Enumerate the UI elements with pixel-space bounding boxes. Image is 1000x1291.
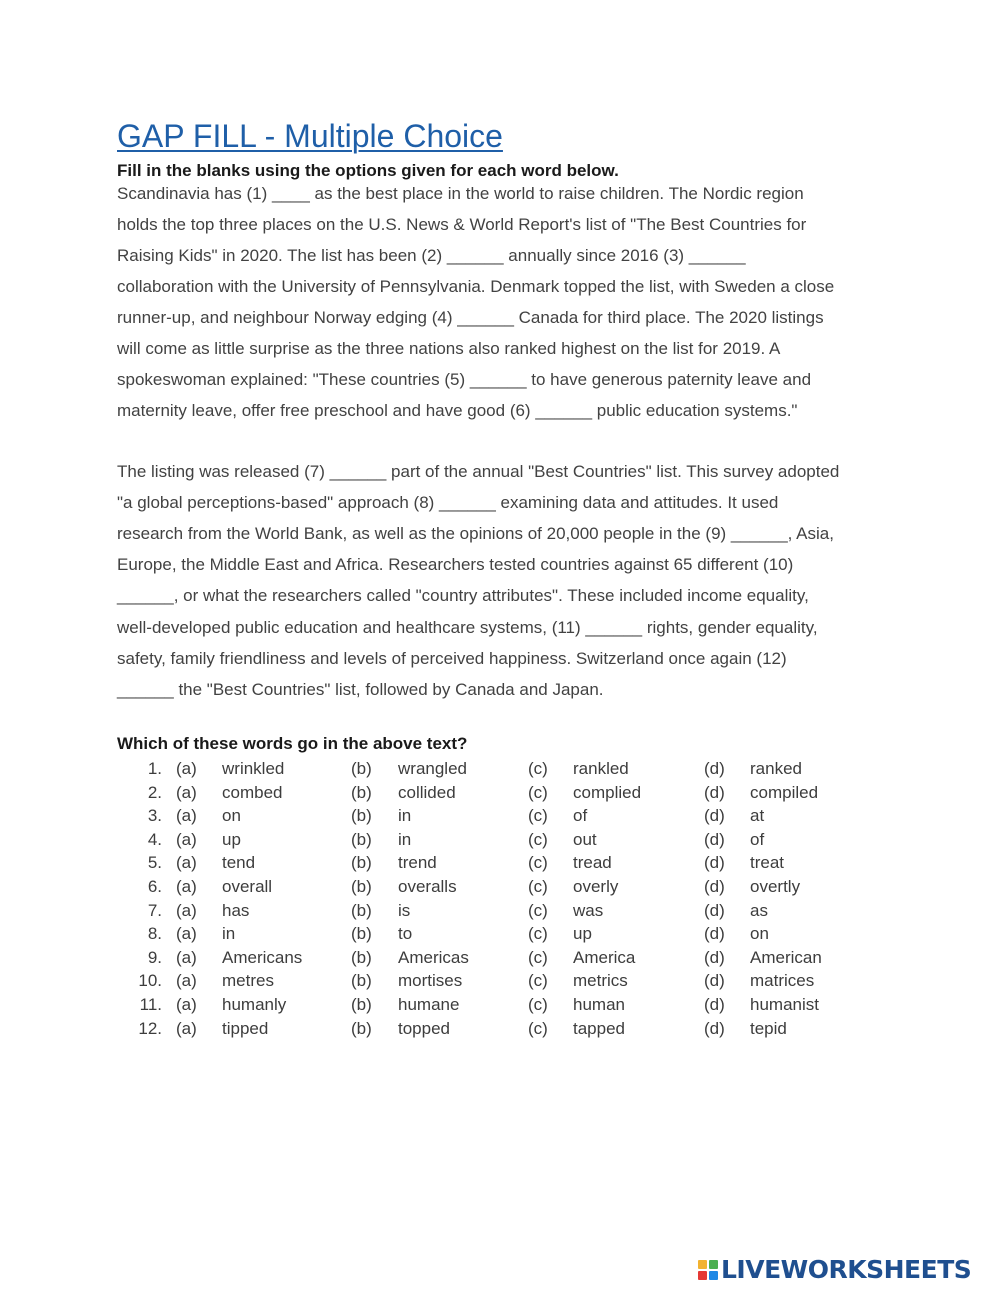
question-number: 6. — [147, 877, 162, 896]
passage-line: Scandinavia has (1) ____ as the best place in the world to raise children. The Nordic region — [117, 184, 804, 203]
option-letter: (d) — [704, 971, 725, 990]
logo-block — [709, 1271, 718, 1280]
option-word-b: humane — [398, 995, 460, 1014]
passage-line: "a global perceptions-based" approach (8) ______ examining data and attitudes. It used — [117, 493, 779, 512]
question-number: 2. — [147, 783, 162, 802]
option-word-c: out — [573, 830, 597, 849]
option-word-c: overly — [573, 877, 619, 896]
option-word-d: matrices — [750, 971, 815, 990]
option-word-d: humanist — [750, 995, 819, 1014]
option-letter: (a) — [176, 948, 197, 967]
option-word-c: rankled — [573, 759, 629, 778]
passage-line: will come as little surprise as the three nations also ranked highest on the list for 2019. A — [117, 339, 781, 358]
option-letter: (a) — [176, 853, 197, 872]
option-word-a: humanly — [222, 995, 287, 1014]
liveworksheets-logo — [698, 1255, 971, 1285]
option-letter: (d) — [704, 830, 725, 849]
passage-line: holds the top three places on the U.S. News & World Report's list of "The Best Countries for — [117, 215, 807, 234]
option-word-c: of — [573, 806, 588, 825]
logo-text: LIVEWORKSHEETS — [721, 1255, 972, 1284]
option-letter: (a) — [176, 924, 197, 943]
question-number: 8. — [147, 924, 162, 943]
option-word-d: on — [750, 924, 769, 943]
option-word-b: is — [398, 901, 411, 920]
option-word-a: in — [222, 924, 236, 943]
question-heading: Which of these words go in the above text? — [117, 734, 468, 753]
option-word-c: complied — [573, 783, 642, 802]
option-word-b: in — [398, 806, 412, 825]
question-number: 11. — [139, 995, 162, 1014]
option-letter: (a) — [176, 830, 197, 849]
option-letter: (c) — [528, 995, 548, 1014]
option-word-b: in — [398, 830, 412, 849]
passage-line: well-developed public education and healthcare systems, (11) ______ rights, gender equality, — [117, 618, 818, 637]
passage-line: Europe, the Middle East and Africa. Researchers tested countries against 65 different (10) — [117, 555, 794, 574]
option-word-b: trend — [398, 853, 437, 872]
passage-line: runner-up, and neighbour Norway edging (4) ______ Canada for third place. The 2020 listings — [117, 308, 824, 327]
option-letter: (d) — [704, 759, 725, 778]
passage-line: ______, or what the researchers called "country attributes". These included income equality, — [117, 586, 809, 605]
option-word-d: at — [750, 806, 765, 825]
option-word-c: tread — [573, 853, 612, 872]
option-word-d: overtly — [750, 877, 801, 896]
question-number: 1. — [147, 759, 162, 778]
option-letter: (a) — [176, 759, 197, 778]
option-letter: (a) — [176, 971, 197, 990]
option-letter: (b) — [351, 924, 372, 943]
option-word-d: American — [750, 948, 822, 967]
option-word-d: as — [750, 901, 768, 920]
question-number: 3. — [147, 806, 162, 825]
option-letter: (b) — [351, 877, 372, 896]
option-word-a: up — [222, 830, 241, 849]
option-letter: (a) — [176, 1019, 197, 1038]
option-letter: (b) — [351, 971, 372, 990]
option-letter: (c) — [528, 806, 548, 825]
passage-line: ______ the "Best Countries" list, followed by Canada and Japan. — [117, 680, 604, 699]
option-letter: (a) — [176, 995, 197, 1014]
option-letter: (d) — [704, 783, 725, 802]
option-word-c: metrics — [573, 971, 628, 990]
question-number: 10. — [138, 971, 162, 990]
option-word-a: has — [222, 901, 250, 920]
option-letter: (c) — [528, 853, 548, 872]
option-letter: (b) — [351, 783, 372, 802]
option-word-c: human — [573, 995, 625, 1014]
option-letter: (b) — [351, 995, 372, 1014]
option-letter: (c) — [528, 783, 548, 802]
option-letter: (d) — [704, 806, 725, 825]
option-word-c: America — [573, 948, 636, 967]
option-word-a: metres — [222, 971, 274, 990]
option-word-d: of — [750, 830, 765, 849]
option-letter: (b) — [351, 759, 372, 778]
option-word-a: tipped — [222, 1019, 269, 1038]
logo-block — [698, 1271, 707, 1280]
option-word-c: tapped — [573, 1019, 625, 1038]
option-letter: (d) — [704, 924, 725, 943]
option-letter: (d) — [704, 853, 725, 872]
option-letter: (d) — [704, 877, 725, 896]
passage-line: Raising Kids" in 2020. The list has been (2) ______ annually since 2016 (3) ______ — [117, 246, 746, 265]
logo-block — [698, 1260, 707, 1269]
passage-line: maternity leave, offer free preschool and have good (6) ______ public education systems." — [117, 401, 798, 420]
option-letter: (c) — [528, 1019, 548, 1038]
option-word-a: on — [222, 806, 241, 825]
option-word-a: wrinkled — [222, 759, 285, 778]
option-letter: (d) — [704, 948, 725, 967]
option-letter: (d) — [704, 901, 725, 920]
option-letter: (b) — [351, 901, 372, 920]
option-word-b: Americas — [398, 948, 469, 967]
option-word-b: topped — [398, 1019, 450, 1038]
option-letter: (c) — [528, 759, 548, 778]
option-letter: (c) — [528, 830, 548, 849]
option-word-b: to — [398, 924, 413, 943]
option-word-d: tepid — [750, 1019, 787, 1038]
passage-line: The listing was released (7) ______ part of the annual "Best Countries" list. This survey adopted — [117, 462, 840, 481]
option-word-b: collided — [398, 783, 456, 802]
option-word-b: overalls — [398, 877, 457, 896]
question-number: 7. — [147, 901, 162, 920]
option-letter: (d) — [704, 1019, 725, 1038]
option-word-b: wrangled — [398, 759, 467, 778]
passage-line: research from the World Bank, as well as the opinions of 20,000 people in the (9) ______, Asia, — [117, 524, 834, 543]
question-number: 5. — [147, 853, 162, 872]
question-number: 9. — [147, 948, 162, 967]
option-letter: (c) — [528, 901, 548, 920]
option-word-a: overall — [222, 877, 273, 896]
option-letter: (b) — [351, 853, 372, 872]
option-letter: (c) — [528, 877, 548, 896]
option-letter: (a) — [176, 806, 197, 825]
option-letter: (d) — [704, 995, 725, 1014]
option-letter: (a) — [176, 877, 197, 896]
option-word-d: treat — [750, 853, 785, 872]
question-number: 12. — [138, 1019, 162, 1038]
passage-line: safety, family friendliness and levels of perceived happiness. Switzerland once again (12) — [117, 649, 787, 668]
passage-line: spokeswoman explained: "These countries (5) ______ to have generous paternity leave and — [117, 370, 812, 389]
option-letter: (c) — [528, 948, 548, 967]
page-title: GAP FILL - Multiple Choice — [117, 118, 503, 154]
option-letter: (c) — [528, 971, 548, 990]
option-word-d: ranked — [750, 759, 802, 778]
question-number: 4. — [147, 830, 162, 849]
logo-block — [709, 1260, 718, 1269]
option-word-b: mortises — [398, 971, 463, 990]
option-word-d: compiled — [750, 783, 819, 802]
option-letter: (b) — [351, 806, 372, 825]
option-letter: (b) — [351, 830, 372, 849]
logo-blocks-icon — [698, 1260, 718, 1280]
passage-line: collaboration with the University of Pennsylvania. Denmark topped the list, with Sweden a close — [117, 277, 835, 296]
option-letter: (a) — [176, 901, 197, 920]
option-letter: (c) — [528, 924, 548, 943]
instruction-text: Fill in the blanks using the options given for each word below. — [117, 161, 619, 180]
option-letter: (b) — [351, 1019, 372, 1038]
option-word-c: up — [573, 924, 592, 943]
option-letter: (b) — [351, 948, 372, 967]
option-word-c: was — [573, 901, 604, 920]
option-word-a: tend — [222, 853, 256, 872]
option-word-a: combed — [222, 783, 283, 802]
option-letter: (a) — [176, 783, 197, 802]
option-word-a: Americans — [222, 948, 303, 967]
